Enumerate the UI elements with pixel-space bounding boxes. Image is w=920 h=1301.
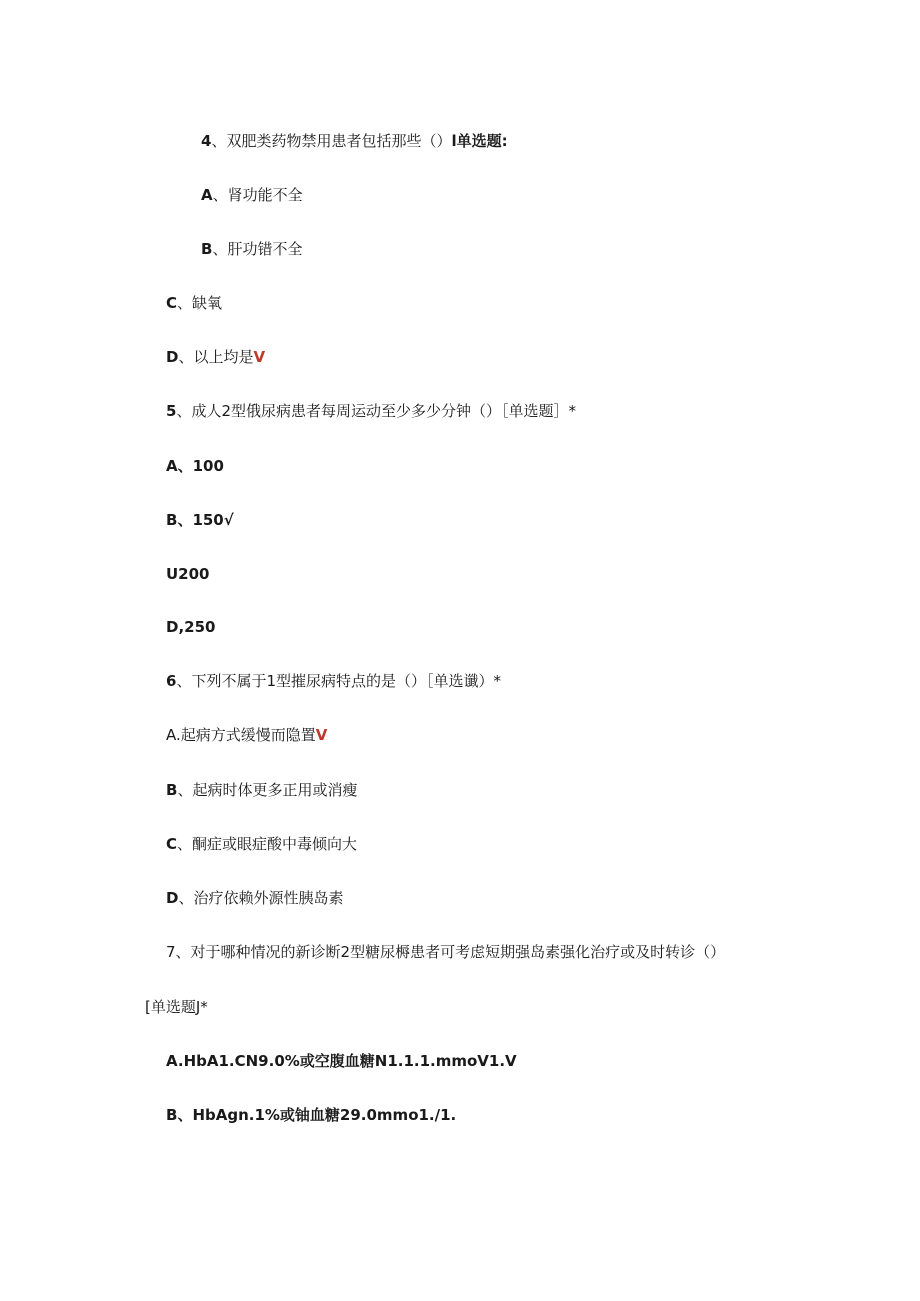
question-5-stem: [166, 401, 576, 421]
question-text: 、下列不属于1型摧尿病特点的是（）［单选谶）*: [176, 672, 501, 690]
option-text: 、以上均是: [178, 348, 254, 366]
question-4-stem: [201, 131, 508, 151]
q4-option-c: [166, 293, 222, 313]
option-text: 、酮症或眼症酸中毒倾向大: [177, 835, 358, 853]
q5-option-c: [166, 564, 210, 584]
option-text: A.起病方式缓慢而隐置: [166, 726, 316, 744]
option-text: 、150√: [177, 511, 234, 529]
option-text: 、肝功错不全: [212, 240, 303, 258]
q6-option-d: [166, 888, 343, 908]
q4-option-a: [201, 185, 303, 205]
question-text: 、对于哪种情况的新诊断2型糖尿槈患者可考虑短期强岛素强化治疗或及时转诊（）: [175, 943, 726, 961]
question-type-tag: l单选题:: [451, 132, 508, 150]
option-text: 、肾功能不全: [212, 186, 303, 204]
option-text: A.HbA1.CN9.0%或空腹血糖N1.1.1.mmoV1.V: [166, 1052, 517, 1070]
option-text: 、缺氧: [177, 294, 223, 312]
question-number: 6: [166, 672, 177, 690]
option-letter: B: [201, 240, 213, 258]
q6-option-b: [166, 780, 357, 800]
question-number: 5: [166, 402, 177, 420]
question-7-stem: [166, 942, 725, 962]
q4-option-b: [201, 239, 302, 259]
option-text: U200: [166, 565, 210, 583]
option-text: 、HbAgn.1%或铀血糖29.0mmo1./1.: [177, 1106, 457, 1124]
option-letter: B: [166, 1106, 178, 1124]
option-text: 、起病时体更多正用或消瘦: [177, 781, 358, 799]
correct-answer-mark: V: [253, 348, 266, 366]
option-letter: B: [166, 781, 178, 799]
option-letter: A: [166, 457, 178, 475]
question-7-type-tag: [145, 997, 208, 1017]
option-letter: C: [166, 835, 178, 853]
q7-option-b: [166, 1105, 456, 1125]
question-6-stem: [166, 671, 501, 691]
option-letter: C: [166, 294, 178, 312]
option-letter: D: [166, 348, 179, 366]
option-letter: B: [166, 511, 178, 529]
q5-option-a: [166, 456, 224, 476]
q4-option-d: [166, 347, 265, 367]
option-text: 、100: [177, 457, 224, 475]
option-text: D,250: [166, 618, 216, 636]
q6-option-a: [166, 725, 327, 745]
option-letter: D: [166, 889, 179, 907]
q7-option-a: [166, 1051, 517, 1071]
q6-option-c: [166, 834, 357, 854]
question-text: 、成人2型俄尿病患者每周运动至少多少分钟（）［单选题］*: [176, 402, 576, 420]
question-number: 4: [201, 132, 212, 150]
question-text: 、双肥类药物禁用患者包括那些（）: [211, 132, 452, 150]
correct-answer-mark: V: [315, 726, 328, 744]
q5-option-b: [166, 510, 234, 530]
question-number: 7: [166, 943, 176, 961]
option-text: 、治疗依赖外源性胰岛素: [178, 889, 344, 907]
option-letter: A: [201, 186, 213, 204]
question-type-tag: [单选题J*: [145, 998, 208, 1016]
q5-option-d: [166, 617, 215, 637]
